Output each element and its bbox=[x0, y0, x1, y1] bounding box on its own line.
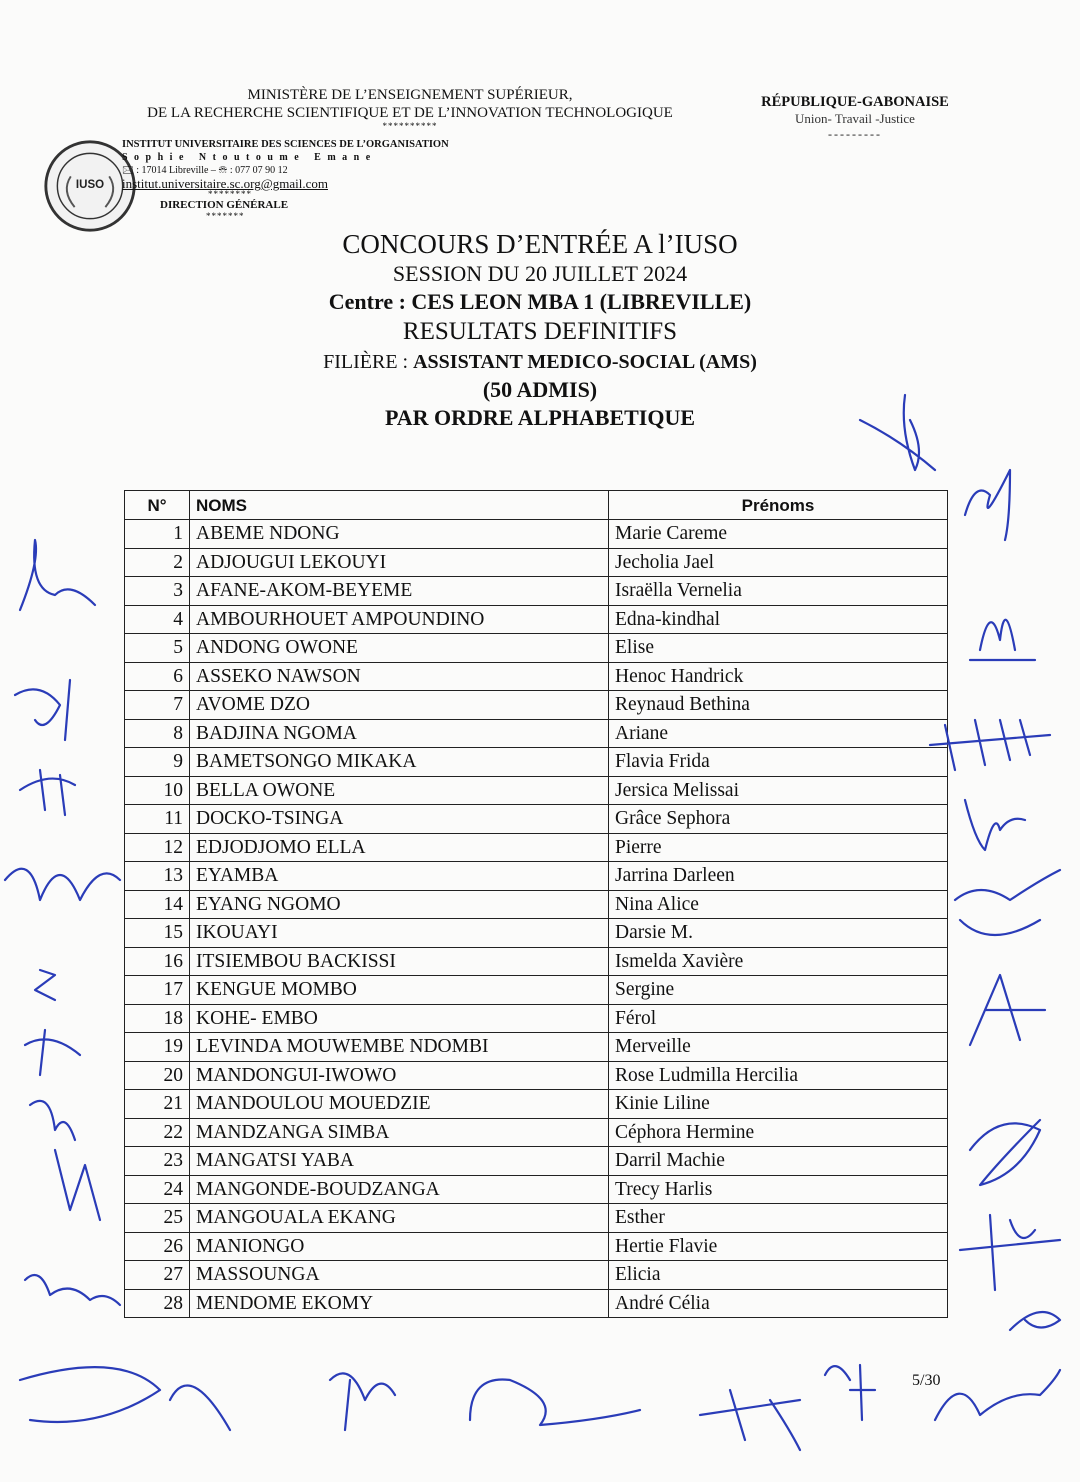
row-prenom: Kinie Liline bbox=[609, 1090, 948, 1119]
row-nom: BADJINA NGOMA bbox=[190, 719, 609, 748]
institute-contact: 🖂 : 17014 Libreville – ☏ : 077 07 90 12 bbox=[122, 165, 288, 176]
table-row bbox=[125, 719, 948, 748]
table-row bbox=[125, 1090, 948, 1119]
row-nom: AFANE-AKOM-BEYEME bbox=[190, 577, 609, 606]
signature-icon bbox=[35, 970, 55, 1000]
row-prenom: Henoc Handrick bbox=[609, 662, 948, 691]
row-nom: MANDZANGA SIMBA bbox=[190, 1118, 609, 1147]
header-no: N° bbox=[125, 491, 190, 520]
table-row bbox=[125, 1033, 948, 1062]
row-prenom: Esther bbox=[609, 1204, 948, 1233]
header-right bbox=[745, 94, 965, 142]
row-nom: ITSIEMBOU BACKISSI bbox=[190, 947, 609, 976]
signature-icon bbox=[330, 1373, 395, 1430]
signature-icon bbox=[700, 1390, 800, 1450]
signature-icon bbox=[965, 800, 1025, 850]
row-nom: EYAMBA bbox=[190, 862, 609, 891]
row-number: 27 bbox=[125, 1261, 190, 1290]
row-number: 13 bbox=[125, 862, 190, 891]
row-nom: ASSEKO NAWSON bbox=[190, 662, 609, 691]
row-nom: BAMETSONGO MIKAKA bbox=[190, 748, 609, 777]
row-nom: MANGOUALA EKANG bbox=[190, 1204, 609, 1233]
signature-icon bbox=[970, 1120, 1040, 1185]
table-row bbox=[125, 1147, 948, 1176]
table-row bbox=[125, 577, 948, 606]
table-row bbox=[125, 691, 948, 720]
row-nom: MENDOME EKOMY bbox=[190, 1289, 609, 1318]
table-row bbox=[125, 1232, 948, 1261]
row-prenom: Flavia Frida bbox=[609, 748, 948, 777]
signature-icon bbox=[965, 470, 1010, 540]
row-nom: LEVINDA MOUWEMBE NDOMBI bbox=[190, 1033, 609, 1062]
row-prenom: Jecholia Jael bbox=[609, 548, 948, 577]
session-title: SESSION DU 20 JUILLET 2024 bbox=[392, 261, 688, 286]
svg-text:IUSO: IUSO bbox=[75, 178, 105, 191]
header-noms: NOMS bbox=[190, 491, 609, 520]
table-row bbox=[125, 1061, 948, 1090]
institute-name: INSTITUT UNIVERSITAIRE DES SCIENCES DE L’ORGANISATION bbox=[122, 139, 449, 150]
row-prenom: Darsie M. bbox=[609, 919, 948, 948]
header-left bbox=[70, 86, 710, 221]
row-number: 28 bbox=[125, 1289, 190, 1318]
centre-title: Centre : CES LEON MBA 1 (LIBREVILLE) bbox=[328, 289, 752, 314]
row-nom: MANIONGO bbox=[190, 1232, 609, 1261]
row-number: 17 bbox=[125, 976, 190, 1005]
filiere-line bbox=[0, 348, 1080, 376]
row-number: 24 bbox=[125, 1175, 190, 1204]
table-header-row bbox=[125, 491, 948, 520]
row-number: 9 bbox=[125, 748, 190, 777]
row-number: 6 bbox=[125, 662, 190, 691]
row-nom: MANDOULOU MOUEDZIE bbox=[190, 1090, 609, 1119]
row-nom: MASSOUNGA bbox=[190, 1261, 609, 1290]
order-title: PAR ORDRE ALPHABETIQUE bbox=[384, 405, 696, 430]
row-prenom: Darril Machie bbox=[609, 1147, 948, 1176]
stars-separator: ********** bbox=[382, 121, 438, 131]
signature-icon bbox=[970, 975, 1045, 1045]
table-row bbox=[125, 662, 948, 691]
page-number: 5/30 bbox=[912, 1372, 941, 1389]
stars-separator-3: ******* bbox=[206, 211, 245, 221]
institute-founder: Sophie Ntoutoume Emane bbox=[122, 152, 377, 163]
republic-motto: Union- Travail -Justice bbox=[795, 111, 915, 126]
row-prenom: Nina Alice bbox=[609, 890, 948, 919]
row-prenom: Merveille bbox=[609, 1033, 948, 1062]
signature-icon bbox=[20, 540, 95, 610]
signature-icon bbox=[930, 720, 1050, 770]
signature-icon bbox=[825, 1365, 875, 1420]
row-prenom: Rose Ludmilla Hercilia bbox=[609, 1061, 948, 1090]
ministry-line-2: DE LA RECHERCHE SCIENTIFIQUE ET DE L’INNOVATION TECHNOLOGIQUE bbox=[147, 105, 673, 121]
row-prenom: Jarrina Darleen bbox=[609, 862, 948, 891]
row-number: 26 bbox=[125, 1232, 190, 1261]
table-row bbox=[125, 548, 948, 577]
stars-separator-2: ******** bbox=[208, 189, 252, 199]
signature-icon bbox=[970, 620, 1035, 660]
header-prenoms: Prénoms bbox=[609, 491, 948, 520]
filiere-label: FILIÈRE : bbox=[323, 351, 414, 373]
row-nom: ADJOUGUI LEKOUYI bbox=[190, 548, 609, 577]
results-title: RESULTATS DEFINITIFS bbox=[402, 318, 678, 345]
row-prenom: Marie Careme bbox=[609, 520, 948, 549]
table-row bbox=[125, 976, 948, 1005]
row-prenom: Ismelda Xavière bbox=[609, 947, 948, 976]
row-number: 4 bbox=[125, 605, 190, 634]
row-number: 10 bbox=[125, 776, 190, 805]
row-number: 8 bbox=[125, 719, 190, 748]
row-number: 25 bbox=[125, 1204, 190, 1233]
direction-generale: DIRECTION GÉNÉRALE bbox=[160, 199, 289, 211]
signature-icon bbox=[55, 1150, 100, 1220]
row-prenom: André Célia bbox=[609, 1289, 948, 1318]
row-nom: MANGONDE-BOUDZANGA bbox=[190, 1175, 609, 1204]
motto-dashes: --------- bbox=[828, 127, 882, 141]
table-row bbox=[125, 634, 948, 663]
signature-icon bbox=[960, 1215, 1060, 1290]
row-nom: KENGUE MOMBO bbox=[190, 976, 609, 1005]
row-number: 14 bbox=[125, 890, 190, 919]
row-number: 7 bbox=[125, 691, 190, 720]
row-prenom: Hertie Flavie bbox=[609, 1232, 948, 1261]
institute-email[interactable]: institut.universitaire.sc.org@gmail.com bbox=[122, 176, 328, 191]
table-row bbox=[125, 605, 948, 634]
row-prenom: Israëlla Vernelia bbox=[609, 577, 948, 606]
row-prenom: Grâce Sephora bbox=[609, 805, 948, 834]
row-prenom: Ariane bbox=[609, 719, 948, 748]
table-row bbox=[125, 1261, 948, 1290]
document-titles bbox=[0, 228, 1080, 432]
row-prenom: Elicia bbox=[609, 1261, 948, 1290]
row-nom: EYANG NGOMO bbox=[190, 890, 609, 919]
table-row bbox=[125, 748, 948, 777]
table-row bbox=[125, 919, 948, 948]
table-row bbox=[125, 947, 948, 976]
row-number: 16 bbox=[125, 947, 190, 976]
institute-block bbox=[122, 138, 542, 221]
row-nom: AVOME DZO bbox=[190, 691, 609, 720]
table-row bbox=[125, 890, 948, 919]
row-nom: MANGATSI YABA bbox=[190, 1147, 609, 1176]
table-row bbox=[125, 776, 948, 805]
signature-icon bbox=[25, 1030, 80, 1075]
table-row bbox=[125, 1118, 948, 1147]
row-prenom: Pierre bbox=[609, 833, 948, 862]
signature-icon bbox=[955, 870, 1060, 935]
row-prenom: Jersica Melissai bbox=[609, 776, 948, 805]
signature-icon bbox=[5, 869, 120, 900]
table-row bbox=[125, 1175, 948, 1204]
row-nom: ANDONG OWONE bbox=[190, 634, 609, 663]
row-number: 19 bbox=[125, 1033, 190, 1062]
row-number: 1 bbox=[125, 520, 190, 549]
table-row bbox=[125, 805, 948, 834]
row-nom: IKOUAYI bbox=[190, 919, 609, 948]
row-number: 22 bbox=[125, 1118, 190, 1147]
row-number: 12 bbox=[125, 833, 190, 862]
table-row bbox=[125, 1289, 948, 1318]
row-prenom: Reynaud Bethina bbox=[609, 691, 948, 720]
row-nom: EDJODJOMO ELLA bbox=[190, 833, 609, 862]
table-row bbox=[125, 833, 948, 862]
signature-icon bbox=[20, 770, 75, 815]
row-number: 15 bbox=[125, 919, 190, 948]
signature-icon bbox=[1010, 1312, 1060, 1330]
admitted-count: (50 ADMIS) bbox=[482, 377, 598, 402]
row-prenom: Elise bbox=[609, 634, 948, 663]
row-number: 20 bbox=[125, 1061, 190, 1090]
row-prenom: Sergine bbox=[609, 976, 948, 1005]
row-prenom: Férol bbox=[609, 1004, 948, 1033]
row-number: 11 bbox=[125, 805, 190, 834]
row-number: 5 bbox=[125, 634, 190, 663]
row-number: 3 bbox=[125, 577, 190, 606]
row-nom: ABEME NDONG bbox=[190, 520, 609, 549]
ministry-line-1: MINISTÈRE DE L’ENSEIGNEMENT SUPÉRIEUR, bbox=[247, 87, 573, 103]
table-row bbox=[125, 1204, 948, 1233]
signature-icon bbox=[30, 1101, 75, 1140]
signature-icon bbox=[15, 680, 70, 740]
row-nom: BELLA OWONE bbox=[190, 776, 609, 805]
row-number: 2 bbox=[125, 548, 190, 577]
row-number: 23 bbox=[125, 1147, 190, 1176]
table-row bbox=[125, 520, 948, 549]
table-row bbox=[125, 1004, 948, 1033]
row-number: 18 bbox=[125, 1004, 190, 1033]
signature-icon bbox=[470, 1380, 640, 1426]
table-row bbox=[125, 862, 948, 891]
signature-icon bbox=[935, 1370, 1060, 1420]
row-number: 21 bbox=[125, 1090, 190, 1119]
row-nom: KOHE- EMBO bbox=[190, 1004, 609, 1033]
results-table bbox=[124, 490, 948, 1318]
row-prenom: Trecy Harlis bbox=[609, 1175, 948, 1204]
signature-icon bbox=[20, 1367, 230, 1430]
filiere-value: ASSISTANT MEDICO-SOCIAL (AMS) bbox=[413, 351, 757, 373]
row-nom: MANDONGUI-IWOWO bbox=[190, 1061, 609, 1090]
row-nom: DOCKO-TSINGA bbox=[190, 805, 609, 834]
signature-icon bbox=[25, 1275, 120, 1305]
contest-title: CONCOURS D’ENTRÉE A l’IUSO bbox=[342, 229, 738, 259]
row-prenom: Edna-kindhal bbox=[609, 605, 948, 634]
row-prenom: Céphora Hermine bbox=[609, 1118, 948, 1147]
row-nom: AMBOURHOUET AMPOUNDINO bbox=[190, 605, 609, 634]
republic-title: RÉPUBLIQUE-GABONAISE bbox=[761, 94, 949, 110]
